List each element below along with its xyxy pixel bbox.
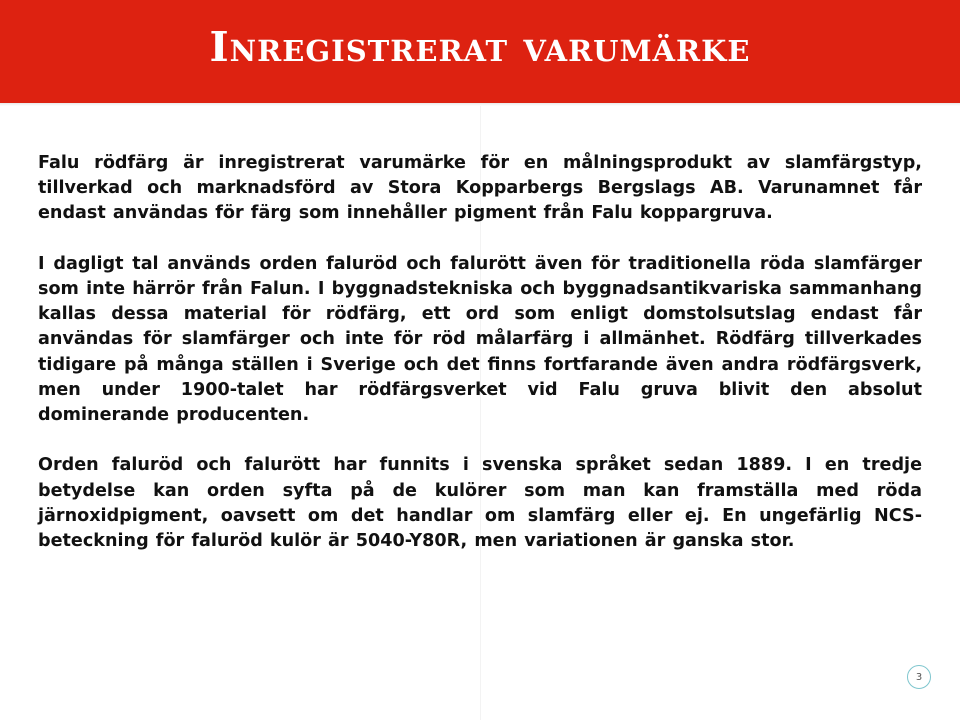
- title-bar: [0, 0, 960, 103]
- body-paragraph-1: Falu rödfärg är inregistrerat varumärke för en målningsprodukt av slamfärgstyp, tillverkad och marknadsförd av Stora Kopparbergs Bergslags AB. Varunamnet får endast användas för färg som innehåller pigment från Falu koppargruva.: [38, 153, 922, 224]
- slide-title: Inregistrerat varumärke: [209, 23, 751, 71]
- page-number-badge: 3: [907, 665, 931, 689]
- slide-body: [38, 151, 922, 579]
- body-paragraph-2: I dagligt tal används orden faluröd och falurött även för traditionella röda slamfärger som inte härrör från Falun. I byggnadstekniska och byggnadsantikvariska sammanhang kallas dessa material för rödfärg, ett ord som enligt domstolsutslag endast får användas för slamfärger och inte för röd målarfärg i allmänhet. Rödfärg tillverkades tidigare på många ställen i Sverige och det finns fortfarande även andra rödfärgsverk, men under 1900-talet har rödfärgsverket vid Falu gruva blivit den absolut dominerande producenten.: [38, 253, 922, 426]
- body-paragraph-3: Orden faluröd och falurött har funnits i svenska språket sedan 1889. I en tredje betydelse kan orden syfta på de kulörer som man kan framställa med röda järnoxidpigment, oavsett om det handlar om slamfärg eller ej. En ungefärlig NCS-beteckning för faluröd kulör är 5040-Y80R, men variationen är ganska stor.: [38, 455, 922, 552]
